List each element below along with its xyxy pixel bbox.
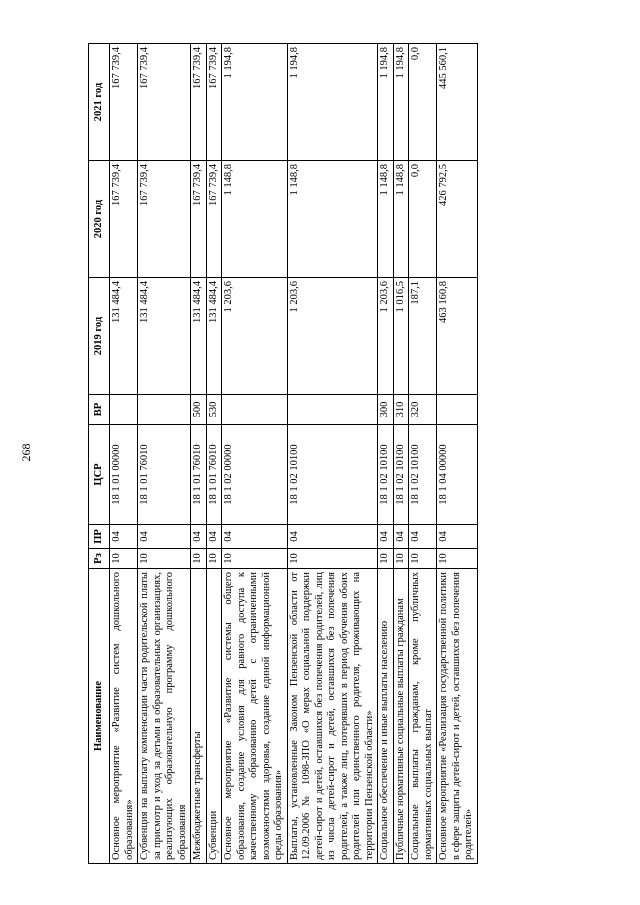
cell-name: Выплаты, установленные Законом Пензенской области от 12.09.2006 № 1098-ЗПО «О мерах социальной поддержки детей-сирот и детей, оставшихся без попечения родителей, лиц из числа детей-сирот и детей, оставшихся без попечения родителей, а также лиц, потерявших в период обучения обоих родителей или единственного родителя, проживающих на территории Пензенской области» (287, 569, 378, 864)
cell-section: 10 (222, 549, 288, 569)
cell-subsection: 04 (287, 525, 378, 549)
table-row (287, 44, 378, 864)
cell-target-article: 18 1 01 76010 (206, 425, 222, 525)
cell-year-2020: 167 739,4 (138, 161, 191, 278)
cell-year-2021: 1 194,8 (378, 44, 394, 161)
cell-year-2019: 187,1 (409, 278, 437, 395)
table-row (222, 44, 288, 864)
column-header-name: Наименование (89, 569, 110, 864)
cell-target-article: 18 1 01 00000 (110, 425, 138, 525)
cell-year-2020: 1 148,8 (393, 161, 409, 278)
cell-year-2019: 131 484,4 (191, 278, 207, 395)
page-number: 268 (19, 443, 33, 462)
cell-name: Публичные нормативные социальные выплаты гражданам (393, 569, 409, 864)
column-header-year-2021: 2021 год (89, 44, 110, 161)
column-header-year-2020: 2020 год (89, 161, 110, 278)
cell-subsection: 04 (206, 525, 222, 549)
cell-subsection: 04 (437, 525, 478, 549)
cell-year-2020: 167 739,4 (110, 161, 138, 278)
table-row (437, 44, 478, 864)
cell-expense-type: 500 (191, 395, 207, 425)
cell-subsection: 04 (110, 525, 138, 549)
column-header-expense-type: ВР (89, 395, 110, 425)
cell-subsection: 04 (138, 525, 191, 549)
table-row (110, 44, 138, 864)
cell-expense-type: 300 (378, 395, 394, 425)
cell-target-article: 18 1 02 10100 (287, 425, 378, 525)
cell-year-2019: 1 016,5 (393, 278, 409, 395)
cell-section: 10 (191, 549, 207, 569)
cell-target-article: 18 1 02 00000 (222, 425, 288, 525)
table-body (110, 44, 478, 864)
cell-section: 10 (287, 549, 378, 569)
cell-expense-type: 310 (393, 395, 409, 425)
cell-section: 10 (206, 549, 222, 569)
column-header-year-2019: 2019 год (89, 278, 110, 395)
cell-year-2021: 1 194,8 (287, 44, 378, 161)
cell-section: 10 (110, 549, 138, 569)
cell-year-2021: 1 194,8 (393, 44, 409, 161)
column-header-section: Рз (89, 549, 110, 569)
cell-year-2019: 1 203,6 (287, 278, 378, 395)
table-header-row (89, 44, 110, 864)
cell-year-2021: 167 739,4 (138, 44, 191, 161)
cell-year-2020: 426 792,5 (437, 161, 478, 278)
cell-year-2019: 131 484,4 (138, 278, 191, 395)
cell-name: Основное мероприятие «Развитие системы общего образования, создание условия для равного доступа к качественному образованию детей с ограниченными возможностями здоровья, создание единой информационной среды образования» (222, 569, 288, 864)
cell-year-2020: 1 148,8 (378, 161, 394, 278)
cell-year-2019: 131 484,4 (206, 278, 222, 395)
cell-year-2021: 167 739,4 (206, 44, 222, 161)
cell-section: 10 (138, 549, 191, 569)
cell-year-2020: 1 148,8 (222, 161, 288, 278)
cell-section: 10 (437, 549, 478, 569)
cell-expense-type (138, 395, 191, 425)
cell-year-2019: 463 160,8 (437, 278, 478, 395)
cell-year-2019: 1 203,6 (222, 278, 288, 395)
cell-name: Основное мероприятие «Развитие систем дошкольного образования» (110, 569, 138, 864)
cell-subsection: 04 (378, 525, 394, 549)
cell-name: Социальное обеспечение и иные выплаты населению (378, 569, 394, 864)
cell-year-2020: 167 739,4 (191, 161, 207, 278)
cell-section: 10 (409, 549, 437, 569)
table-row (409, 44, 437, 864)
budget-table-container (88, 44, 478, 864)
cell-year-2021: 0,0 (409, 44, 437, 161)
cell-year-2019: 1 203,6 (378, 278, 394, 395)
cell-expense-type: 320 (409, 395, 437, 425)
table-row (191, 44, 207, 864)
cell-target-article: 18 1 01 76010 (191, 425, 207, 525)
cell-subsection: 04 (191, 525, 207, 549)
cell-expense-type (222, 395, 288, 425)
cell-section: 10 (378, 549, 394, 569)
cell-year-2020: 167 739,4 (206, 161, 222, 278)
cell-year-2021: 167 739,4 (191, 44, 207, 161)
column-header-subsection: ПР (89, 525, 110, 549)
table-row (206, 44, 222, 864)
cell-target-article: 18 1 02 10100 (409, 425, 437, 525)
cell-year-2021: 1 194,8 (222, 44, 288, 161)
cell-year-2019: 131 484,4 (110, 278, 138, 395)
cell-subsection: 04 (409, 525, 437, 549)
table-row (393, 44, 409, 864)
cell-year-2020: 0,0 (409, 161, 437, 278)
cell-target-article: 18 1 01 76010 (138, 425, 191, 525)
cell-name: Социальные выплаты гражданам, кроме публичных нормативных социальных выплат (409, 569, 437, 864)
budget-table (88, 43, 478, 864)
cell-name: Межбюджетные трансферты (191, 569, 207, 864)
cell-target-article: 18 1 02 10100 (393, 425, 409, 525)
cell-expense-type (287, 395, 378, 425)
cell-expense-type: 530 (206, 395, 222, 425)
table-row (378, 44, 394, 864)
cell-target-article: 18 1 02 10100 (378, 425, 394, 525)
cell-year-2021: 445 560,1 (437, 44, 478, 161)
cell-expense-type (437, 395, 478, 425)
cell-name: Субвенции (206, 569, 222, 864)
cell-year-2020: 1 148,8 (287, 161, 378, 278)
cell-name: Основное мероприятие «Реализация государственной политики в сфере защиты детей-сирот и детей, оставшихся без попечения родителей» (437, 569, 478, 864)
cell-expense-type (110, 395, 138, 425)
column-header-target-article: ЦСР (89, 425, 110, 525)
cell-year-2021: 167 739,4 (110, 44, 138, 161)
cell-subsection: 04 (222, 525, 288, 549)
cell-name: Субвенция на выплату компенсации части родительской платы за присмотр и уход за детьми в образовательных организациях, реализующих образовательную программу дошкольного образования (138, 569, 191, 864)
cell-target-article: 18 1 04 00000 (437, 425, 478, 525)
cell-section: 10 (393, 549, 409, 569)
cell-subsection: 04 (393, 525, 409, 549)
table-row (138, 44, 191, 864)
